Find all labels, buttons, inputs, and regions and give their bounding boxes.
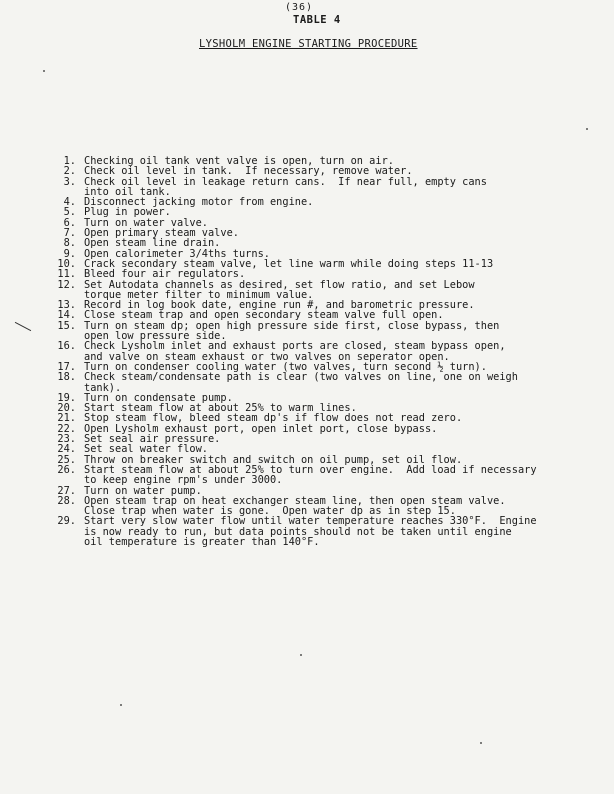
step-number: 27. bbox=[57, 484, 76, 497]
step-number: 14. bbox=[57, 309, 76, 322]
document-title: LYSHOLM ENGINE STARTING PROCEDURE bbox=[199, 38, 418, 50]
paper-speck bbox=[43, 70, 45, 72]
step-text: Open Lysholm exhaust port, open inlet port, close bypass. bbox=[84, 422, 438, 435]
step-number: 15. bbox=[57, 319, 76, 332]
step-text: Check oil level in tank. If necessary, remove water. bbox=[84, 165, 413, 178]
paper-speck bbox=[480, 742, 482, 744]
step-text: Turn on steam dp; open high pressure side first, close bypass, then open low pressure side. bbox=[84, 319, 500, 343]
step-number: 16. bbox=[57, 340, 76, 353]
step-text: Open calorimeter 3/4ths turns. bbox=[84, 247, 270, 260]
step-number: 17. bbox=[57, 360, 76, 373]
step-text: Open steam trap on heat exchanger steam line, then open steam valve. Close trap when water is gone. Open water dp as in step 15. bbox=[84, 494, 506, 518]
step-text: Open primary steam valve. bbox=[84, 227, 239, 240]
step-text: Turn on condenser cooling water (two valves, turn second ½ turn). bbox=[84, 360, 487, 373]
step-number: 26. bbox=[57, 463, 76, 476]
step-number: 10. bbox=[57, 257, 76, 270]
paper-speck bbox=[120, 704, 122, 706]
procedure-step bbox=[50, 321, 610, 342]
step-number: 8. bbox=[63, 237, 76, 250]
procedure-steps-list bbox=[50, 156, 610, 547]
procedure-step bbox=[50, 516, 610, 547]
page-number: (36) bbox=[285, 2, 314, 13]
step-number: 9. bbox=[63, 247, 76, 260]
step-number: 18. bbox=[57, 371, 76, 384]
step-number: 21. bbox=[57, 412, 76, 425]
step-number: 24. bbox=[57, 443, 76, 456]
margin-mark bbox=[15, 322, 31, 331]
step-text: Crack secondary steam valve, let line warm while doing steps 11-13 bbox=[84, 257, 494, 270]
step-text: Set Autodata channels as desired, set flow ratio, and set Lebow torque meter filter to minimum value. bbox=[84, 278, 475, 301]
step-text: Turn on water pump. bbox=[84, 484, 202, 497]
step-number: 2. bbox=[63, 165, 76, 178]
procedure-step bbox=[50, 177, 610, 198]
step-text: Check steam/condensate path is clear (two valves on line, one on weigh tank). bbox=[84, 371, 518, 394]
step-number: 25. bbox=[57, 453, 76, 466]
step-text: Disconnect jacking motor from engine. bbox=[84, 196, 314, 209]
step-text: Plug in power. bbox=[84, 206, 171, 219]
step-number: 20. bbox=[57, 402, 76, 415]
step-number: 23. bbox=[57, 433, 76, 446]
procedure-step bbox=[50, 372, 610, 393]
step-text: Start very slow water flow until water temperature reaches 330°F. Engine is now ready to run, but data points should not be taken until engine oil temperature is greater than 140°F. bbox=[84, 515, 537, 548]
step-number: 29. bbox=[57, 515, 76, 528]
step-text: Checking oil tank vent valve is open, turn on air. bbox=[84, 155, 394, 167]
step-number: 6. bbox=[63, 216, 76, 229]
step-number: 13. bbox=[57, 299, 76, 312]
table-label: TABLE 4 bbox=[293, 14, 341, 26]
step-text: Close steam trap and open secondary steam valve full open. bbox=[84, 309, 444, 322]
paper-speck bbox=[300, 654, 302, 656]
step-text: Turn on water valve. bbox=[84, 216, 208, 229]
procedure-step bbox=[50, 465, 610, 486]
procedure-step bbox=[50, 496, 610, 517]
step-number: 3. bbox=[63, 175, 76, 188]
step-number: 1. bbox=[63, 155, 76, 167]
step-number: 28. bbox=[57, 494, 76, 507]
step-text: Throw on breaker switch and switch on oil pump, set oil flow. bbox=[84, 453, 463, 466]
step-number: 19. bbox=[57, 391, 76, 404]
procedure-step bbox=[50, 341, 610, 362]
step-number: 4. bbox=[63, 196, 76, 209]
step-text: Check oil level in leakage return cans. If near full, empty cans into oil tank. bbox=[84, 175, 487, 198]
step-number: 12. bbox=[57, 278, 76, 291]
step-text: Open steam line drain. bbox=[84, 237, 221, 250]
step-number: 22. bbox=[57, 422, 76, 435]
step-text: Check Lysholm inlet and exhaust ports are closed, steam bypass open, and valve on steam exhaust or two valves on seperator open. bbox=[84, 340, 506, 363]
step-text: Record in log book date, engine run #, and barometric pressure. bbox=[84, 299, 475, 312]
step-text: Bleed four air regulators. bbox=[84, 268, 246, 281]
step-number: 7. bbox=[63, 227, 76, 240]
step-number: 11. bbox=[57, 268, 76, 281]
paper-speck bbox=[586, 128, 588, 130]
step-text: Set seal air pressure. bbox=[84, 433, 221, 446]
step-text: Stop steam flow, bleed steam dp's if flow does not read zero. bbox=[84, 412, 463, 425]
procedure-step bbox=[50, 280, 610, 301]
step-text: Set seal water flow. bbox=[84, 443, 208, 456]
step-number: 5. bbox=[63, 206, 76, 219]
step-text: Start steam flow at about 25% to turn over engine. Add load if necessary to keep engine rpm's under 3000. bbox=[84, 463, 537, 487]
step-text: Turn on condensate pump. bbox=[84, 391, 233, 404]
step-text: Start steam flow at about 25% to warm lines. bbox=[84, 402, 357, 415]
